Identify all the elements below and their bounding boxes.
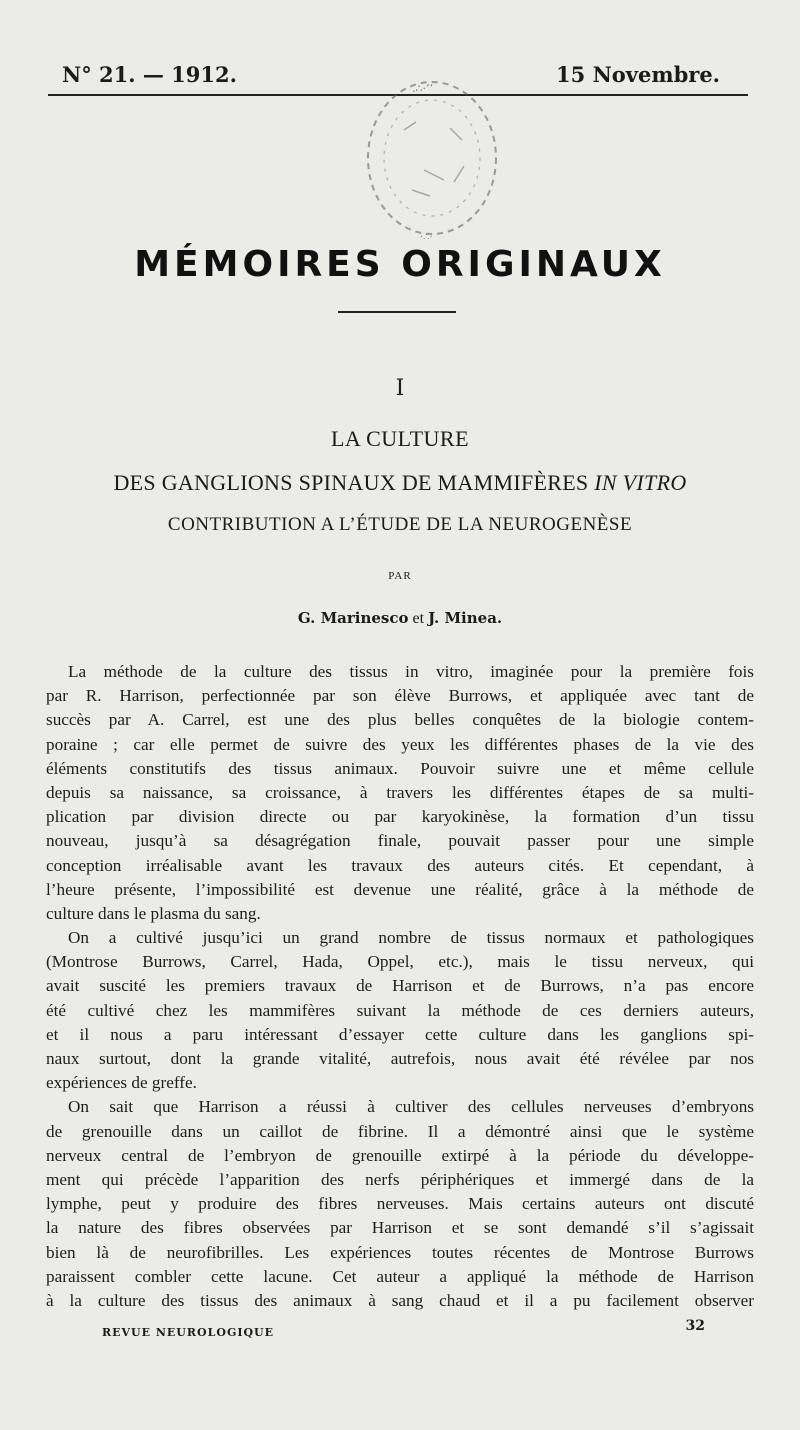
text-line: à la culture des tissus des animaux à sang chaud et il a pu facilement observer — [46, 1290, 754, 1310]
text-line: l’heure présente, l’impossibilité est devenue une réalité, grâce à la méthode de — [46, 879, 754, 899]
text-line: ment qui précède l’apparition des nerfs périphériques et immergé dans de la — [46, 1169, 754, 1189]
text-line: On sait que Harrison a réussi à cultiver des cellules nerveuses d’embryons — [68, 1097, 754, 1117]
text-line: conception irréalisable avant les travaux des auteurs cités. Et cependant, à — [46, 855, 754, 875]
journal-name: REVUE NEUROLOGIQUE — [102, 1326, 275, 1339]
title-rule — [338, 311, 456, 313]
svg-text:·∴·: ·∴· — [420, 232, 433, 242]
text-line: poraine ; car elle permet de suivre des yeux les différentes phases de la vie des — [46, 734, 754, 754]
article-title-line1: LA CULTURE — [330, 426, 470, 451]
text-line: éléments constitutifs des tissus animaux. Pouvoir suivre une et même cellule — [46, 758, 754, 778]
text-line: (Montrose Burrows, Carrel, Hada, Oppel, etc.), mais le tissu nerveux, qui — [46, 952, 754, 972]
author-2: J. Minea. — [428, 609, 503, 627]
text-line: la nature des fibres observées par Harrison et se sont demandé s’il s’agissait — [46, 1218, 754, 1238]
text-line: été cultivé chez les mammifères suivant la méthode de ces derniers auteurs, — [46, 1000, 754, 1020]
page-number: 32 — [685, 1318, 705, 1334]
issue-date: 15 Novembre. — [556, 62, 720, 87]
article-subtitle: CONTRIBUTION A L’ÉTUDE DE LA NEUROGENÈSE — [167, 514, 633, 535]
article-number: I — [395, 376, 405, 401]
text-line: lymphe, peut y produire des fibres nerveuses. Mais certains auteurs ont discuté — [46, 1194, 754, 1214]
text-line: La méthode de la culture des tissus in vitro, imaginée pour la première fois — [68, 662, 754, 681]
text-line: depuis sa naissance, sa croissance, à travers les différentes étapes de sa multi- — [46, 782, 754, 802]
text-line: succès par A. Carrel, est une des plus belles conquêtes de la biologie contem- — [46, 710, 754, 730]
text-line: bien là de neurofibrilles. Les expériences toutes récentes de Montrose Burrows — [46, 1242, 754, 1262]
author-join: et — [412, 610, 425, 627]
issue-number: N° 21. — 1912. — [62, 62, 237, 87]
article-title-italic: IN VITRO — [594, 470, 687, 495]
body-text — [46, 660, 754, 1313]
text-line: par R. Harrison, perfectionnée par son élève Burrows, et appliquée avec tant de — [46, 686, 754, 706]
text-line: avait suscité les premiers travaux de Harrison et de Burrows, n’a pas encore — [46, 976, 754, 996]
svg-text:.∴·ʻʻ: .∴·ʻʻ — [412, 82, 433, 95]
library-stamp-icon — [354, 70, 510, 242]
text-line: expériences de greffe. — [46, 1073, 197, 1093]
article-title-line2 — [0, 470, 800, 496]
article-title-line2-text: DES GANGLIONS SPINAUX DE MAMMIFÈRES — [113, 470, 589, 495]
text-line: naux surtout, dont la grande vitalité, autrefois, nous avait été révélee par nos — [46, 1049, 754, 1068]
author-1: G. Marinesco — [297, 609, 409, 627]
text-line: nerveux central de l’embryon de grenouille extirpé à la période du développe- — [46, 1145, 754, 1165]
par-label: PAR — [388, 570, 412, 582]
text-line: plication par division directe ou par karyokinèse, la formation d’un tissu — [46, 807, 754, 827]
text-line: culture dans le plasma du sang. — [46, 903, 261, 923]
section-title: MÉMOIRES ORIGINAUX — [134, 244, 666, 285]
text-line: de grenouille dans un caillot de fibrine. Il a démontré ainsi que le système — [46, 1121, 754, 1141]
text-line: et il nous a paru intéressant d’essayer cette culture dans les ganglions spi- — [46, 1024, 754, 1044]
text-line: paraissent combler cette lacune. Cet auteur a appliqué la méthode de Harrison — [46, 1266, 754, 1286]
authors — [0, 609, 800, 628]
text-line: On a cultivé jusqu’ici un grand nombre de tissus normaux et pathologiques — [68, 928, 754, 948]
text-line: nouveau, jusqu’à sa désagrégation finale, pouvait passer pour une simple — [46, 831, 754, 851]
